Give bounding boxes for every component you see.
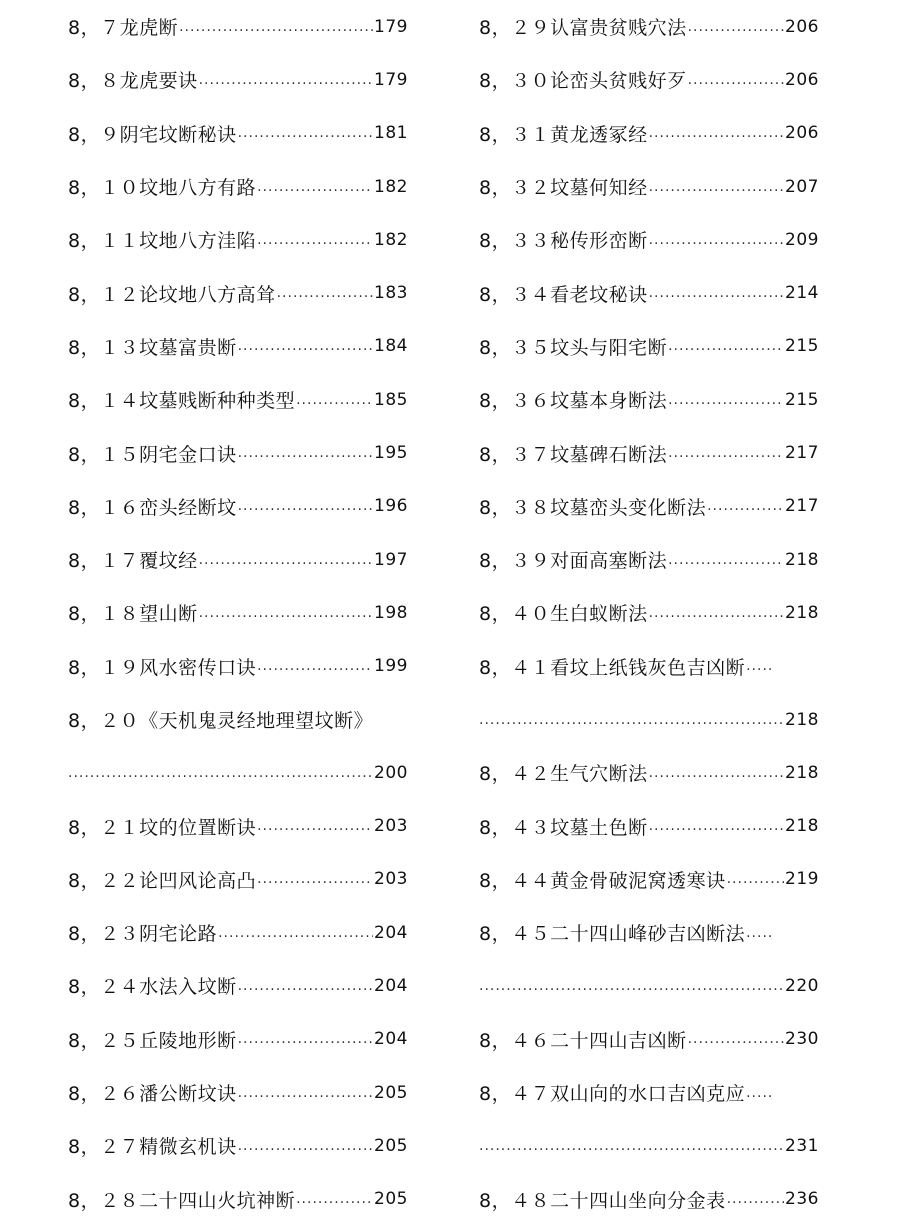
toc-entry-title: 8，２２论凹风论高凸 xyxy=(68,869,257,892)
toc-entry[interactable] xyxy=(479,906,819,959)
toc-entry-page: 231 xyxy=(785,1135,819,1156)
toc-entry-title: 8，２０《天机鬼灵经地理望坟断》 xyxy=(68,710,374,732)
toc-entry[interactable] xyxy=(479,53,819,106)
toc-entry-page: 182 xyxy=(374,176,408,197)
toc-entry-continuation[interactable] xyxy=(479,693,819,746)
toc-entry-page: 204 xyxy=(374,922,408,943)
toc-entry-title: 8，４６二十四山吉凶断 xyxy=(479,1029,687,1052)
dot-leader xyxy=(727,1191,784,1207)
toc-entry[interactable] xyxy=(68,266,408,319)
toc-entry-page: 230 xyxy=(785,1029,819,1050)
toc-entry-page: 219 xyxy=(785,869,819,890)
dot-leader xyxy=(746,1085,773,1101)
toc-entry-page: 203 xyxy=(374,869,408,890)
toc-entry-page: 206 xyxy=(785,123,819,144)
toc-entry-page: 209 xyxy=(785,229,819,250)
toc-entry-page: 220 xyxy=(785,975,819,996)
toc-entry-page: 182 xyxy=(374,229,408,250)
toc-entry-title: 8，２７精微玄机诀 xyxy=(68,1136,237,1159)
dot-leader xyxy=(668,338,784,354)
dot-leader xyxy=(199,605,373,621)
toc-entry[interactable] xyxy=(68,1173,408,1226)
toc-entry-title: 8，２１坟的位置断诀 xyxy=(68,816,257,839)
toc-entry-title: 8，１７覆坟经 xyxy=(68,550,198,573)
toc-entry-title: 8，８龙虎要诀 xyxy=(68,70,198,93)
toc-entry-page: 195 xyxy=(374,443,408,464)
toc-entry-title: 8，２６潘公断坟诀 xyxy=(68,1083,237,1106)
toc-entry[interactable] xyxy=(68,959,408,1012)
toc-entry-page: 196 xyxy=(374,496,408,517)
toc-entry-title: 8，３２坟墓何知经 xyxy=(479,177,648,200)
toc-entry-title: 8，１５阴宅金口诀 xyxy=(68,443,237,466)
dot-leader xyxy=(479,712,784,728)
toc-entry-continuation[interactable] xyxy=(68,746,408,799)
dot-leader xyxy=(257,658,373,674)
toc-entry[interactable] xyxy=(68,107,408,160)
toc-right-column xyxy=(479,0,819,1226)
toc-entry-page: 200 xyxy=(374,762,408,783)
toc-entry-page: 184 xyxy=(374,336,408,357)
dot-leader xyxy=(199,72,373,88)
toc-entry-page: 199 xyxy=(374,656,408,677)
toc-entry-title: 8，４２生气穴断法 xyxy=(479,763,648,786)
toc-entry[interactable] xyxy=(479,426,819,479)
toc-entry-title: 8，４３坟墓土色断 xyxy=(479,816,648,839)
toc-entry-title: 8，１４坟墓贱断种种类型 xyxy=(68,390,296,413)
toc-entry-continuation[interactable] xyxy=(479,959,819,1012)
toc-entry[interactable] xyxy=(68,799,408,852)
dot-leader xyxy=(257,232,373,248)
toc-entry[interactable] xyxy=(479,586,819,639)
toc-entry-page: 197 xyxy=(374,549,408,570)
dot-leader xyxy=(199,552,373,568)
toc-entry[interactable] xyxy=(479,1013,819,1066)
dot-leader xyxy=(649,605,784,621)
toc-entry[interactable] xyxy=(68,426,408,479)
toc-entry-title: 8，４５二十四山峰砂吉凶断法 xyxy=(479,923,746,946)
dot-leader xyxy=(668,552,784,568)
dot-leader xyxy=(68,765,373,781)
toc-entry[interactable] xyxy=(479,746,819,799)
dot-leader xyxy=(277,285,373,301)
toc-entry-title: 8，２４水法入坟断 xyxy=(68,976,237,999)
dot-leader xyxy=(649,285,784,301)
toc-entry-page: 205 xyxy=(374,1082,408,1103)
toc-entry-title: 8，１８望山断 xyxy=(68,603,198,626)
toc-entry[interactable] xyxy=(479,107,819,160)
toc-entry[interactable] xyxy=(68,480,408,533)
toc-entry-title: 8，４８二十四山坐向分金表 xyxy=(479,1189,726,1212)
toc-left-column xyxy=(68,0,408,1226)
toc-entry-page: 217 xyxy=(785,443,819,464)
dot-leader xyxy=(479,1138,784,1154)
toc-entry-title: 8，３０论峦头贫贱好歹 xyxy=(479,70,687,93)
toc-entry[interactable] xyxy=(68,1013,408,1066)
toc-entry-title: 8，１２论坟地八方高耸 xyxy=(68,283,276,306)
toc-entry-page: 183 xyxy=(374,283,408,304)
dot-leader xyxy=(179,19,373,35)
toc-entry-title: 8，１９风水密传口诀 xyxy=(68,656,257,679)
dot-leader xyxy=(649,179,784,195)
toc-entry-title: 8，３５坟头与阳宅断 xyxy=(479,336,668,359)
toc-entry-title: 8，２８二十四山火坑神断 xyxy=(68,1189,296,1212)
toc-entry[interactable] xyxy=(68,53,408,106)
toc-entry[interactable] xyxy=(68,373,408,426)
toc-entry-page: 205 xyxy=(374,1189,408,1210)
toc-entry-title: 8，２９认富贵贫贱穴法 xyxy=(479,17,687,40)
dot-leader xyxy=(707,498,784,514)
toc-entry-title: 8，４７双山向的水口吉凶克应 xyxy=(479,1083,746,1106)
toc-entry[interactable] xyxy=(479,799,819,852)
toc-entry-page: 205 xyxy=(374,1135,408,1156)
dot-leader xyxy=(746,925,773,941)
toc-entry-title: 8，９阴宅坟断秘诀 xyxy=(68,123,237,146)
toc-entry-title: 8，２３阴宅论路 xyxy=(68,923,218,946)
toc-entry[interactable] xyxy=(479,640,819,693)
toc-entry-page: 206 xyxy=(785,69,819,90)
toc-entry-page: 218 xyxy=(785,602,819,623)
toc-entry-title: 8，３９对面高塞断法 xyxy=(479,550,668,573)
toc-entry-title: 8，３１黄龙透冢经 xyxy=(479,123,648,146)
dot-leader xyxy=(238,1138,373,1154)
toc-entry[interactable] xyxy=(479,320,819,373)
toc-entry[interactable] xyxy=(68,0,408,53)
dot-leader xyxy=(238,1031,373,1047)
dot-leader xyxy=(649,125,784,141)
toc-entry-page: 181 xyxy=(374,123,408,144)
toc-entry-page: 179 xyxy=(374,16,408,37)
dot-leader xyxy=(479,978,784,994)
toc-entry[interactable] xyxy=(479,533,819,586)
toc-entry-title: 8，２５丘陵地形断 xyxy=(68,1029,237,1052)
toc-entry[interactable] xyxy=(479,213,819,266)
toc-entry-continuation[interactable] xyxy=(479,1119,819,1172)
toc-entry[interactable] xyxy=(479,853,819,906)
dot-leader xyxy=(668,392,784,408)
toc-entry-page: 204 xyxy=(374,1029,408,1050)
dot-leader xyxy=(727,871,784,887)
dot-leader xyxy=(746,658,773,674)
toc-entry-title: 8，３３秘传形峦断 xyxy=(479,230,648,253)
toc-entry[interactable] xyxy=(68,906,408,959)
dot-leader xyxy=(688,72,784,88)
toc-entry[interactable] xyxy=(479,1173,819,1226)
toc-entry[interactable] xyxy=(68,640,408,693)
toc-entry-page: 218 xyxy=(785,816,819,837)
toc-entry[interactable] xyxy=(68,853,408,906)
toc-entry-page: 185 xyxy=(374,389,408,410)
toc-entry-page: 215 xyxy=(785,389,819,410)
dot-leader xyxy=(238,978,373,994)
dot-leader xyxy=(257,871,373,887)
dot-leader xyxy=(238,338,373,354)
toc-entry[interactable] xyxy=(479,266,819,319)
toc-entry[interactable] xyxy=(479,1066,819,1119)
toc-entry-title: 8，７龙虎断 xyxy=(68,17,179,40)
toc-entry[interactable] xyxy=(68,320,408,373)
dot-leader xyxy=(238,498,373,514)
toc-entry-page: 206 xyxy=(785,16,819,37)
dot-leader xyxy=(649,232,784,248)
toc-entry[interactable] xyxy=(479,0,819,53)
toc-entry[interactable] xyxy=(479,373,819,426)
dot-leader xyxy=(238,125,373,141)
dot-leader xyxy=(257,818,373,834)
toc-entry[interactable] xyxy=(68,586,408,639)
toc-entry-title: 8，４１看坟上纸钱灰色吉凶断 xyxy=(479,656,746,679)
toc-entry-title: 8，１１坟地八方洼陷 xyxy=(68,230,257,253)
toc-entry-page: 214 xyxy=(785,283,819,304)
toc-entry-page: 236 xyxy=(785,1189,819,1210)
toc-entry-title: 8，１３坟墓富贵断 xyxy=(68,336,237,359)
dot-leader xyxy=(688,19,784,35)
dot-leader xyxy=(296,1191,373,1207)
toc-entry-page: 218 xyxy=(785,762,819,783)
dot-leader xyxy=(649,765,784,781)
toc-entry-title: 8，３８坟墓峦头变化断法 xyxy=(479,496,707,519)
toc-entry-page: 215 xyxy=(785,336,819,357)
toc-entry[interactable] xyxy=(68,1119,408,1172)
dot-leader xyxy=(218,925,373,941)
toc-entry-page: 207 xyxy=(785,176,819,197)
toc-entry[interactable] xyxy=(68,213,408,266)
toc-entry[interactable] xyxy=(68,533,408,586)
dot-leader xyxy=(296,392,373,408)
toc-entry-title: 8，１６峦头经断坟 xyxy=(68,496,237,519)
toc-entry-title: 8，３６坟墓本身断法 xyxy=(479,390,668,413)
toc-entry[interactable] xyxy=(68,1066,408,1119)
dot-leader xyxy=(238,1085,373,1101)
dot-leader xyxy=(668,445,784,461)
dot-leader xyxy=(238,445,373,461)
toc-entry-page: 203 xyxy=(374,816,408,837)
toc-entry[interactable] xyxy=(479,480,819,533)
toc-entry-title: 8，３４看老坟秘诀 xyxy=(479,283,648,306)
toc-entry[interactable] xyxy=(68,693,408,746)
toc-entry-page: 217 xyxy=(785,496,819,517)
dot-leader xyxy=(257,179,373,195)
dot-leader xyxy=(649,818,784,834)
toc-entry-title: 8，４０生白蚁断法 xyxy=(479,603,648,626)
toc-entry-title: 8，４４黄金骨破泥窝透寒诀 xyxy=(479,869,726,892)
toc-entry-page: 218 xyxy=(785,709,819,730)
toc-entry-page: 198 xyxy=(374,602,408,623)
toc-entry-title: 8，３７坟墓碑石断法 xyxy=(479,443,668,466)
toc-entry-page: 204 xyxy=(374,975,408,996)
dot-leader xyxy=(688,1031,784,1047)
toc-entry-page: 218 xyxy=(785,549,819,570)
toc-entry-page: 179 xyxy=(374,69,408,90)
toc-entry[interactable] xyxy=(68,160,408,213)
toc-entry-title: 8，１０坟地八方有路 xyxy=(68,177,257,200)
toc-entry[interactable] xyxy=(479,160,819,213)
